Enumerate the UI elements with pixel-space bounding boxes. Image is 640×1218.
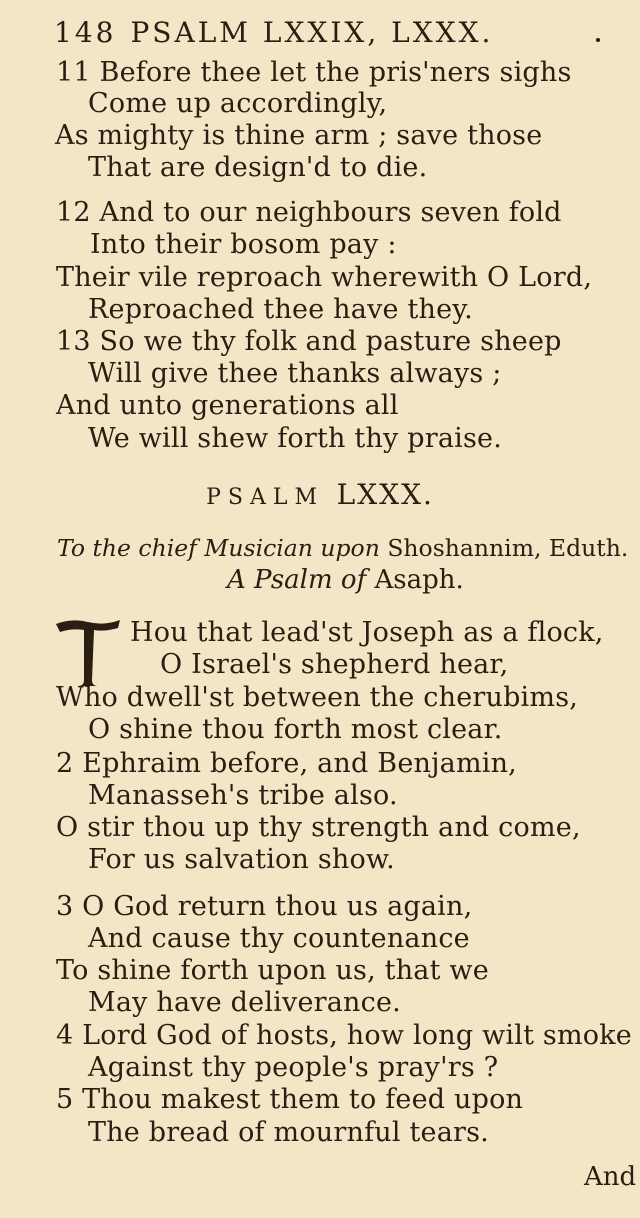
verse-line: Come up accordingly, [88,88,388,119]
verse-line: For us salvation show. [88,844,395,875]
page-number: 148 [54,16,117,49]
psalm-title-word: PSALM [206,485,324,510]
psalm-title [0,478,640,511]
verse-line: 13 So we thy folk and pasture sheep [56,326,562,357]
verse-line: We will shew forth thy praise. [88,423,503,454]
verse-line: O shine thou forth most clear. [88,714,503,745]
verse-line: Against thy people's pray'rs ? [88,1052,499,1083]
verse-line: 11 Before thee let the pris'ners sighs [56,57,572,88]
superscription-roman: Shoshannim, Eduth. [387,534,629,562]
verse-line: That are design'd to die. [88,152,428,183]
verse-line: Who dwell'st between the cherubims, [56,682,579,713]
superscription-italic: To the chief Musician upon [57,534,380,562]
catchword: And [584,1162,637,1192]
drop-cap-glyph [52,618,124,688]
verse-line: The bread of mournful tears. [88,1117,489,1148]
running-title: PSALM LXXIX, LXXX. [130,16,494,49]
verse-line: Reproached thee have they. [88,294,473,325]
verse-line: Into their bosom pay : [90,229,397,260]
superscription-line-2 [227,564,464,596]
verse-line: Manasseh's tribe also. [88,780,398,811]
ink-speck [596,38,600,42]
verse-line: 5 Thou makest them to feed upon [56,1084,524,1115]
verse-line: And cause thy countenance [88,923,470,954]
drop-cap [52,618,124,688]
verse-line: Hou that lead'st Joseph as a flock, [130,617,604,648]
verse-line: O Israel's shepherd hear, [160,649,509,680]
verse-line: As mighty is thine arm ; save those [55,120,543,151]
verse-line: Will give thee thanks always ; [88,358,502,389]
verse-line: 12 And to our neighbours seven fold [56,197,562,228]
verse-line: 2 Ephraim before, and Benjamin, [56,748,517,779]
verse-line: O stir thou up thy strength and come, [56,812,581,843]
verse-line: To shine forth upon us, that we [56,955,489,986]
superscription-italic: A Psalm of [227,565,367,595]
verse-line: Their vile reproach wherewith O Lord, [56,262,593,293]
verse-line: And unto generations all [56,390,399,421]
psalm-title-number: LXXX. [336,478,434,511]
superscription-line-1 [57,532,628,564]
verse-line: 3 O God return thou us again, [56,891,473,922]
verse-line: 4 Lord God of hosts, how long wilt smoke [56,1020,632,1051]
superscription-roman: Asaph. [374,565,464,595]
running-header [54,16,493,49]
verse-line: May have deliverance. [88,987,401,1018]
